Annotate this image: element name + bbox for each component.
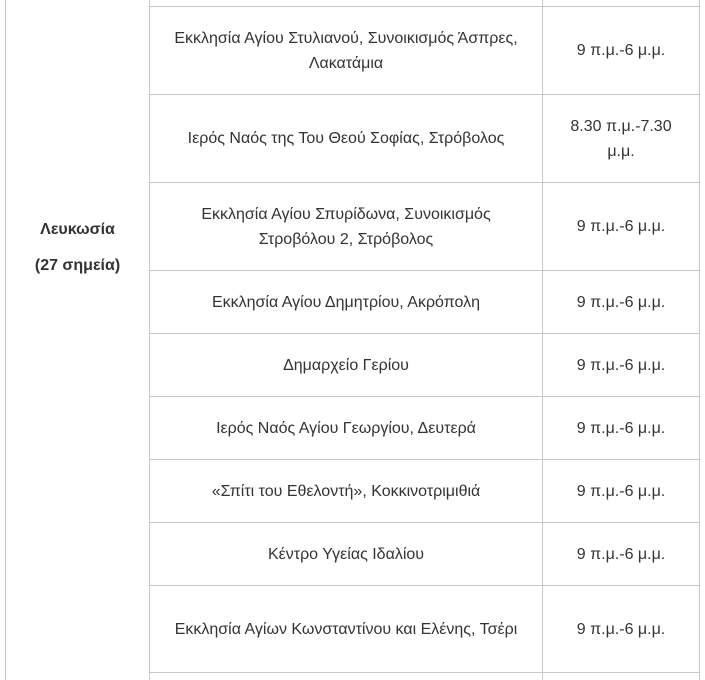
region-name: Λευκωσία (40, 221, 115, 238)
table-row-hours: 9 π.μ.-6 μ.μ. (576, 356, 666, 374)
row-border (149, 672, 700, 673)
table-row-hours: 9 π.μ.-6 μ.μ. (576, 293, 666, 311)
table-row-location: Κέντρο Υγείας Ιδαλίου (267, 545, 425, 563)
table-row-hours: 9 π.μ.-6 μ.μ. (576, 42, 666, 59)
table-row-hours: 9 π.μ.-6 μ.μ. (576, 419, 666, 437)
table-row-location: Εκκλησία Αγίου Στυλιανού, Συνοικισμός Άσπρες, Λακατάμια (174, 29, 518, 72)
table-row-hours: 9 π.μ.-6 μ.μ. (576, 218, 666, 235)
region-count: (27 σημεία) (34, 257, 121, 274)
table-border-right (699, 0, 700, 680)
region-label-block (6, 212, 149, 284)
table-row-hours: 8.30 π.μ.-7.30 μ.μ. (570, 117, 672, 160)
table-row-location: Εκκλησία Αγίων Κωνσταντίνου και Ελένης, Τσέρι (174, 620, 518, 638)
table-row-location: Ιερός Ναός της Του Θεού Σοφίας, Στρόβολος (187, 130, 505, 147)
table-row-location: Εκκλησία Αγίου Σπυρίδωνα, Συνοικισμός Στροβόλου 2, Στρόβολος (201, 205, 491, 248)
table-row-hours: 9 π.μ.-6 μ.μ. (576, 545, 666, 563)
table-row-location: Εκκλησία Αγίου Δημητρίου, Ακρόπολη (211, 293, 481, 311)
table-row-hours: 9 π.μ.-6 μ.μ. (576, 620, 666, 638)
table-row-hours: 9 π.μ.-6 μ.μ. (576, 482, 666, 500)
region-cell (6, 0, 149, 680)
table-row-location: Ιερός Ναός Αγίου Γεωργίου, Δευτερά (216, 419, 476, 437)
table-row-location: Δημαρχείο Γερίου (283, 356, 409, 374)
table-row-location: «Σπίτι του Εθελοντή», Κοκκινοτριμιθιά (211, 482, 481, 500)
